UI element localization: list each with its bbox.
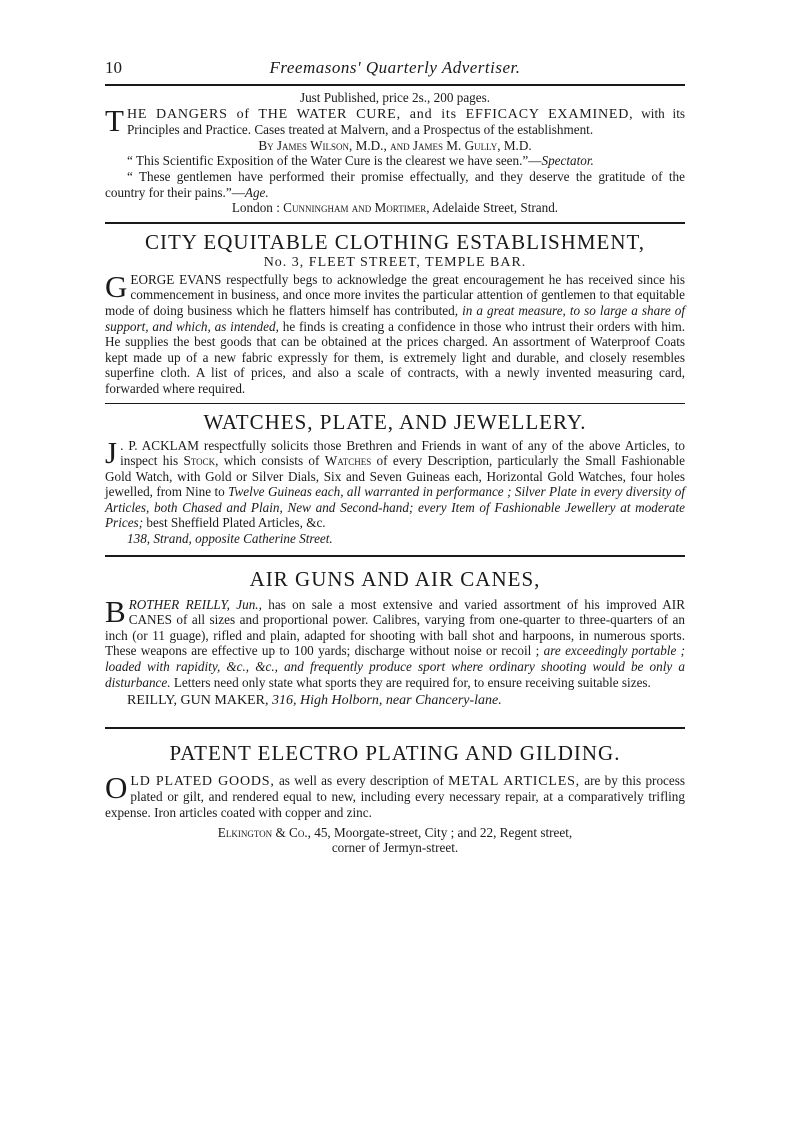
ad-title-block: [105, 102, 685, 138]
firm-address: 45, Moorgate-street, City ; and 22, Regent street,: [314, 824, 573, 840]
firm-address-2: corner of Jermyn-street.: [331, 840, 459, 856]
publisher-address: Adelaide Street, Strand.: [432, 200, 559, 216]
body-text: which consists of: [223, 453, 320, 469]
ad-headline: HE DANGERS of THE WATER CURE, and its EFFICACY EXAMINED,: [126, 106, 634, 122]
ad-electro-plating: [105, 741, 685, 856]
quote-source: Spectator.: [541, 153, 594, 169]
running-title: Freemasons' Quarterly Advertiser.: [269, 58, 521, 77]
drop-cap: O: [105, 769, 128, 805]
body-italic: are exceedingly portable ; loaded with rapidity, &c., &c., and frequently produce sport where ordinary shooting would be only a disturbance.: [105, 643, 686, 690]
maker-address: 316, High Holborn, near Chancery-lane.: [271, 693, 502, 709]
body-text: EORGE EVANS respectfully begs to acknowledge the great encouragement he has received since his commencement in business, and once more invites the particular attention of gentlemen to that equitable mode of doing business which he flatters himself has contributed,: [105, 271, 685, 318]
body-text: of every Description, particularly the Small Fashionable Gold Watch, with Gold or Silver Dials, Six and Seven Guineas each, Horizontal Gold Watches, four holes jewelled, from Nine to: [105, 453, 685, 500]
quote-text: “ This Scientific Exposition of the Water Cure is the clearest we have seen.”—: [127, 153, 542, 169]
ad-address: 138, Strand, opposite Catherine Street.: [127, 531, 333, 547]
section-rule: [105, 727, 685, 729]
body-smallcaps: Stock,: [183, 453, 219, 469]
ad-air-guns: [105, 567, 685, 709]
ad-headline: AIR GUNS AND AIR CANES,: [249, 566, 541, 591]
page-header: [105, 58, 685, 84]
ad-authors: [105, 138, 685, 154]
body-text: . P. ACKLAM respectfully solicits those Brethren and Friends in want of any of the above Articles, to inspect his: [120, 437, 685, 469]
publisher-name: Cunningham and Mortimer,: [283, 200, 430, 216]
ad-body: with its Principles and Practice. Cases treated at Malvern, and a Prospectus of the establishment.: [126, 105, 685, 138]
ad-body: [105, 434, 685, 532]
firm-name: Elkington & Co.,: [217, 824, 311, 840]
ad-body: [105, 593, 686, 691]
body-text: has on sale a most extensive and varied assortment of his improved AIR CANES of all sizes and proportional power. Calibres, varying from one-quarter to three-quarters of an inch (or 11 guage), rifled and plain, adapted for shooting with ball shot and harpoons, in numerous sports. These weapons are effective up to 100 yards; discharge without noise or recoil ;: [105, 596, 685, 659]
maker-name: REILLY, GUN MAKER,: [127, 693, 269, 709]
publisher-line: [105, 200, 685, 216]
publisher-label: London :: [231, 200, 280, 216]
body-text: are by this process plated or gilt, and rendered equal to new, including every necessary repair, at a comparatively trifling expense. Iron articles coated with copper and zinc.: [105, 772, 686, 820]
body-italic: in a great measure, to so large a share of support, and which, as intended,: [105, 302, 686, 334]
ad-watches: [105, 410, 685, 547]
firm-line: [105, 825, 685, 841]
quote-text: “ These gentlemen have performed their promise effectually, and they deserve the gratitude of the country for their pains.”—: [105, 168, 685, 200]
review-quote-2: [105, 169, 685, 200]
quote-source: Age.: [244, 184, 269, 200]
authors-text: By James Wilson, M.D., and James M. Gully, M.D.: [258, 137, 532, 153]
body-text: best Sheffield Plated Articles, &c.: [146, 515, 326, 531]
body-text: he finds is creating a confidence in those who intrust their orders with him. He supplies the best goods that can be obtained at the prices charged. An assortment of Waterproof Coats kept made up of a new fabric expressly for them, is extremely light and durable, and closely resembles superfine cloth. A list of prices, and also a scale of contracts, with a newly invented measuring card, forwarded where required.: [105, 318, 686, 396]
ad-body: [105, 268, 686, 397]
ad-water-cure: [105, 90, 685, 216]
body-italic: Twelve Guineas each, all warranted in performance ; Silver Plate in every diversity of Articles, both Chased and Plain, New and Second-hand; every Item of Fashionable Jewellery at moderate Prices;: [105, 484, 685, 531]
body-smallcaps: Watches: [324, 453, 372, 469]
ad-body: [105, 769, 686, 821]
review-quote-1: [105, 153, 685, 169]
drop-cap: J: [105, 434, 118, 470]
ad-intro: Just Published, price 2s., 200 pages.: [299, 90, 491, 105]
body-caps: METAL ARTICLES,: [448, 773, 580, 789]
ad-headline: CITY EQUITABLE CLOTHING ESTABLISHMENT,: [144, 229, 646, 254]
body-italic: ROTHER REILLY, Jun.,: [128, 596, 262, 612]
ad-address: No. 3, FLEET STREET, TEMPLE BAR.: [263, 254, 527, 270]
body-text: as well as every description of: [278, 772, 444, 788]
section-rule: [105, 555, 685, 557]
body-text: Letters need only state what sports they are required for, to ensure receiving suitable sizes.: [173, 674, 651, 690]
ad-clothing: [105, 230, 685, 397]
section-rule: [105, 403, 685, 404]
ad-headline: PATENT ELECTRO PLATING AND GILDING.: [169, 740, 621, 765]
section-rule: [105, 222, 685, 224]
advertiser-page: [105, 58, 685, 856]
page-number: 10: [105, 58, 122, 77]
body-caps: LD PLATED GOODS,: [130, 773, 275, 789]
drop-cap: T: [105, 102, 124, 138]
drop-cap: G: [105, 268, 128, 304]
ad-headline: WATCHES, PLATE, AND JEWELLERY.: [203, 409, 587, 434]
header-rule: [105, 84, 685, 86]
drop-cap: B: [105, 593, 126, 629]
maker-line: [105, 693, 685, 709]
